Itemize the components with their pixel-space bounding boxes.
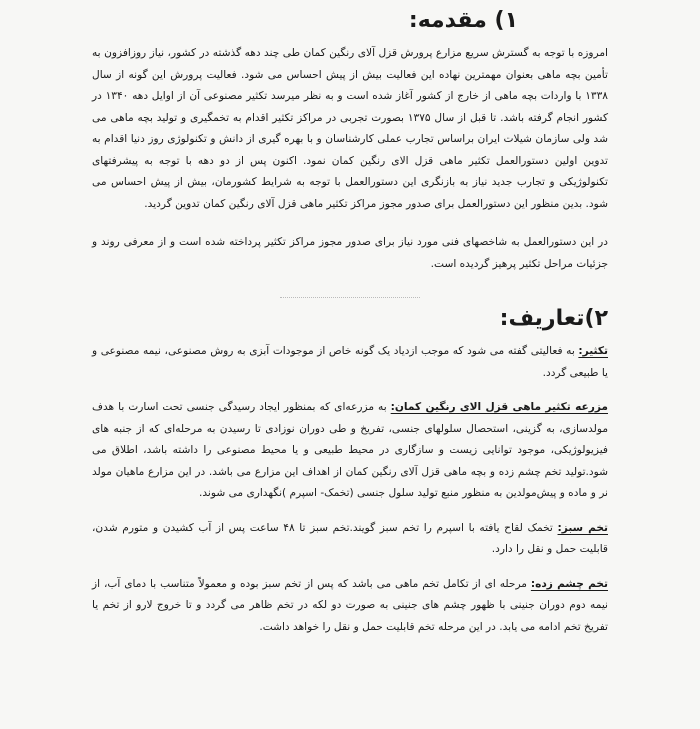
definition-term: تخم چشم زده: [530,577,608,590]
definition-text: تخمک لقاح یافته با اسپرم را تخم سبز گویند.تخم سبز تا ۴۸ ساعت پس از آب کشیدن و متورم شدن، قابلیت حمل و نقل را دارد. [92,521,608,555]
definition-text: به فعالیتی گفته می شود که موجب ازدیاد یک گونه خاص از موجودات آبزی به روش مصنوعی، نیمه مصنوعی و یا طبیعی گردد. [92,345,608,379]
definition-item [92,574,608,639]
definition-text: به مزرعه‌ای که بمنظور ایجاد رسیدگی جنسی تحت اسارت با هدف مولدسازی، به گزینی، استحصال سلولهای جنسی، تفریخ و طی دوران نوزادی تا رسیدن به مرحله‌ای که از جنبه های فیزیولوژیکی، موجود توانایی زیست و سازگاری در محیط طبیعی و یا محیط مصنوعی را داشته باشد، اطلاق می شود.تولید تخم چشم زده و بچه ماهی قزل آلای رنگین کمان از اهداف این مزارع می باشد. در این مزارع ماهیان مولد نر و ماده و پیش‌مولدین به منظور منبع تولید سلول جنسی (تخمک- اسپرم )نگهداری می شوند. [92,401,608,499]
definition-item [92,518,608,561]
section-heading-definitions: ۲)تعاریف: [499,306,608,331]
definition-item [92,397,608,505]
section-divider [280,297,420,298]
definition-text: مرحله ای از تکامل تخم ماهی می باشد که پس از تخم سبز بوده و معمولاً متناسب با دمای آب، از نیمه دوم دوران جنینی با ظهور چشم های جنینی به صورت دو لکه در تخم ظاهر می گردد و تا خروج لارو از تخم یا تفریخ تخم ادامه می یابد. در این مرحله تخم قابلیت حمل و نقل را خواهد داشت. [92,577,608,633]
definition-term: تخم سبز: [557,521,608,534]
scope-paragraph: در این دستورالعمل به شاخصهای فنی مورد نیاز برای صدور مجوز مراکز تکثیر پرداخته شده است و از معرفی روند و جزئیات مراحل تکثیر پرهیز گردیده است. [92,236,608,270]
definition-term: تکثیر: [578,345,608,357]
introduction-paragraph: امروزه با توجه به گسترش سریع مزارع پرورش قزل آلای رنگین کمان طی چند دهه گذشته در کشور، نیاز روزافزون به تأمین بچه ماهی بعنوان مهمترین نهاده این فعالیت بیش از پیش احساس می شود. فعالیت پرورش این گونه از سال ۱۳۳۸ با واردات بچه ماهی از خارج از کشور آغاز شده است و به نظر میرسد تکثیر مصنوعی آن از اوایل دهه ۱۳۴۰ در کشور انجام گرفته باشد. تا قبل از سال ۱۳۷۵ بصورت تجربی در مراکز تکثیر اقدام به تخمگیری و تولید بچه ماهی می شد ولی سازمان شیلات ایران براساس تجارب عملی کارشناسان و با بهره گیری از دانش و تکنولوژی روز دنیا اقدام به تدوین اولین دستورالعمل تکثیر ماهی قزل الای رنگین کمان نمود. اکنون پس از دو دهه با توجه به پیشرفتهای تکنولوژیکی و تجارب جدید نیاز به بازنگری این دستورالعمل با توجه به شرایط کشورمان، بیش از پیش احساس می شود. بدین منظور این دستورالعمل برای صدور مجوز مراکز تکثیر ماهی قزل آلای رنگین کمان تدوین گردید. [92,47,608,210]
section-heading-introduction: ۱) مقدمه: [408,8,518,33]
definition-item [92,341,608,384]
definition-term: مزرعه تکثیر ماهی قزل الای رنگین کمان: [390,401,608,413]
